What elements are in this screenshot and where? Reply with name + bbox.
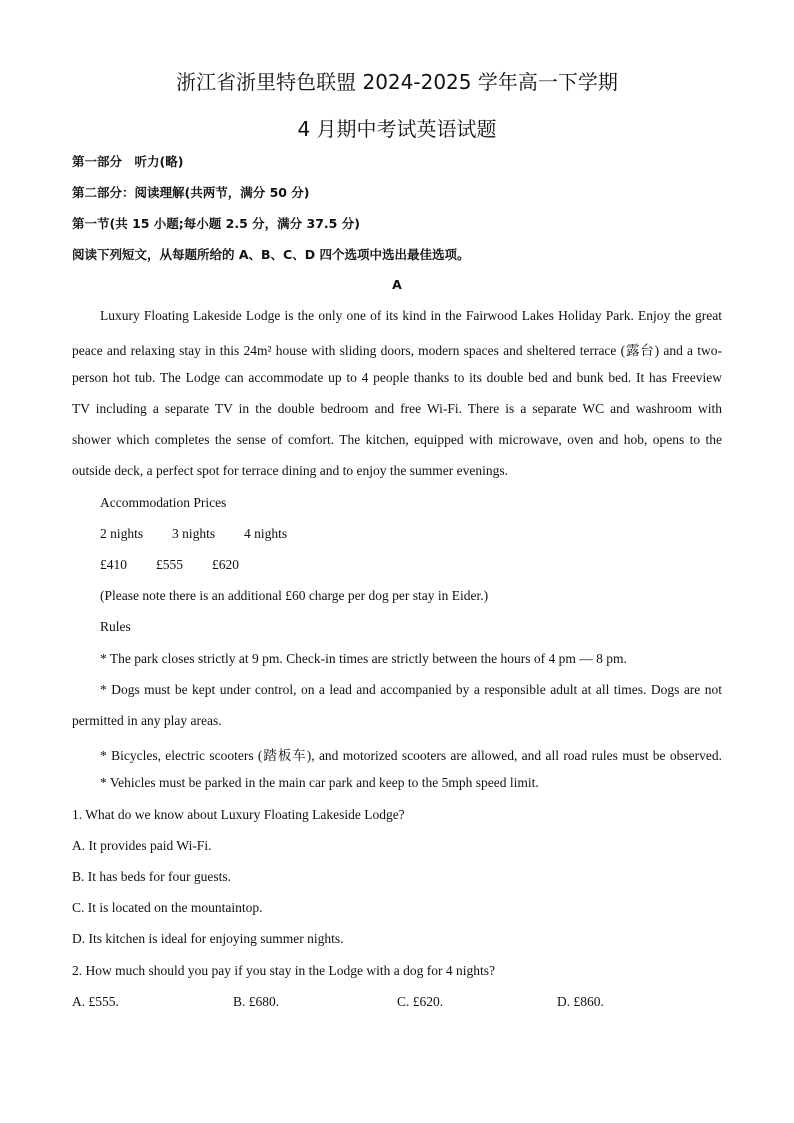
question-1-option-d: D. Its kitchen is ideal for enjoying summer nights. (72, 931, 344, 946)
prices-nights-row (100, 526, 287, 542)
question-2-option-a: A. £555. (72, 994, 119, 1009)
rule-item: * Vehicles must be parked in the main car park and keep to the 5mph speed limit. (100, 775, 539, 790)
prices-amounts-row (100, 557, 239, 573)
paragraph-line: TV including a separate TV in the double bedroom and free Wi-Fi. There is a separate WC and washroom with (72, 401, 722, 416)
price-amount: £555 (156, 557, 183, 572)
paragraph-line: shower which completes the sense of comfort. The kitchen, equipped with microwave, oven and hob, opens to the (72, 432, 722, 447)
question-1-option-b: B. It has beds for four guests. (72, 869, 231, 884)
paragraph-line: person hot tub. The Lodge can accommodate up to 4 people thanks to its double bed and bunk bed. It has Freeview (72, 370, 722, 385)
price-amount: £620 (212, 557, 239, 572)
rule-item: * The park closes strictly at 9 pm. Check-in times are strictly between the hours of 4 pm — 8 pm. (100, 651, 627, 666)
paragraph-line: outside deck, a perfect spot for terrace dining and to enjoy the summer evenings. (72, 463, 508, 478)
instruction-text: 阅读下列短文，从每题所给的 A、B、C、D 四个选项中选出最佳选项。 (72, 247, 470, 262)
passage-label: A (392, 277, 402, 292)
rule-item: * Dogs must be kept under control, on a lead and accompanied by a responsible adult at all times. Dogs are not (100, 682, 722, 697)
question-1-option-c: C. It is located on the mountaintop. (72, 900, 263, 915)
price-amount: £410 (100, 557, 127, 572)
question-1-stem: 1. What do we know about Luxury Floating Lakeside Lodge? (72, 807, 405, 822)
paragraph-line: Luxury Floating Lakeside Lodge is the only one of its kind in the Fairwood Lakes Holiday Park. Enjoy the great (100, 308, 722, 323)
question-2-stem: 2. How much should you pay if you stay in the Lodge with a dog for 4 nights? (72, 963, 495, 978)
section1-heading: 第一节(共 15 小题;每小题 2.5 分，满分 37.5 分) (72, 216, 360, 231)
nights-label: 2 nights (100, 526, 144, 541)
nights-label: 4 nights (244, 526, 288, 541)
nights-label: 3 nights (172, 526, 216, 541)
paragraph-line: peace and relaxing stay in this 24m² house with sliding doors, modern spaces and sheltered terrace (露台) and a two- (72, 343, 722, 358)
rule-item: * Bicycles, electric scooters (踏板车), and motorized scooters are allowed, and all road rules must be observed. (100, 748, 722, 763)
prices-heading: Accommodation Prices (100, 495, 227, 510)
part2-heading: 第二部分：阅读理解(共两节，满分 50 分) (72, 185, 310, 200)
part1-heading: 第一部分 听力(略) (72, 154, 184, 169)
rule-item-continued: permitted in any play areas. (72, 713, 222, 728)
question-2-option-b: B. £680. (233, 994, 280, 1009)
question-1-option-a: A. It provides paid Wi-Fi. (72, 838, 212, 853)
exam-title-line2: 4 月期中考试英语试题 (297, 117, 497, 141)
question-2-option-d: D. £860. (557, 994, 604, 1009)
prices-note: (Please note there is an additional £60 charge per dog per stay in Eider.) (100, 588, 489, 603)
rules-heading: Rules (100, 619, 131, 634)
question-2-option-c: C. £620. (397, 994, 444, 1009)
exam-title-line1: 浙江省浙里特色联盟 2024-2025 学年高一下学期 (176, 70, 618, 94)
